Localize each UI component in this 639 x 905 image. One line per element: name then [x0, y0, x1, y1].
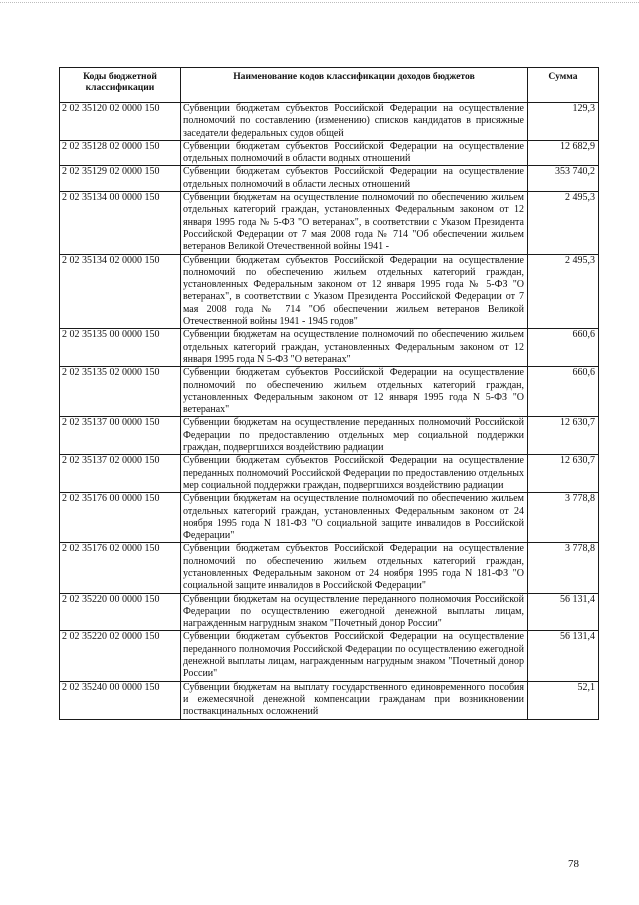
name-cell: Субвенции бюджетам субъектов Российской Федерации на осуществление отдельных полномочий в области водных отношений	[181, 140, 528, 166]
budget-income-table	[59, 67, 599, 720]
code-cell: 2 02 35220 00 0000 150	[60, 593, 181, 631]
table-row	[60, 367, 599, 417]
table-row	[60, 140, 599, 166]
scan-top-edge	[0, 2, 639, 3]
code-cell: 2 02 35128 02 0000 150	[60, 140, 181, 166]
code-cell: 2 02 35129 02 0000 150	[60, 166, 181, 192]
name-cell: Субвенции бюджетам на осуществление полномочий по обеспечению жильем отдельных категорий граждан, установленных Федеральным законом от 24 ноября 1995 года N 181-ФЗ "О социальной защите инвалидов в Российской Федерации"	[181, 493, 528, 543]
table-row	[60, 329, 599, 367]
name-cell: Субвенции бюджетам субъектов Российской Федерации на осуществление полномочий по обеспечению жильем отдельных категорий граждан, установленных Федеральным законом от 12 января 1995 года № 5-ФЗ "О ветеранах", в соответствии с Указом Президента Российской Федерации от 7 мая 2008 года № 714 "Об обеспечении жильем ветеранов Великой Отечественной войны 1941 - 1945 годов"	[181, 254, 528, 329]
code-cell: 2 02 35135 02 0000 150	[60, 367, 181, 417]
table-row	[60, 593, 599, 631]
table-header-row	[60, 68, 599, 103]
name-cell: Субвенции бюджетам субъектов Российской Федерации на осуществление полномочий по обеспечению жильем отдельных категорий граждан, установленных Федеральным законом от 12 января 1995 года N 5-ФЗ "О ветеранах"	[181, 367, 528, 417]
header-names: Наименование кодов классификации доходов бюджетов	[181, 68, 528, 103]
name-cell: Субвенции бюджетам субъектов Российской Федерации на осуществление переданных полномочий Российской Федерации по предоставлению отдельных мер социальной поддержки граждан, подвергшихся воздействию радиации	[181, 455, 528, 493]
name-cell: Субвенции бюджетам на выплату государственного единовременного пособия и ежемесячной денежной компенсации гражданам при возникновении поствакцинальных осложнений	[181, 681, 528, 719]
sum-cell: 2 495,3	[528, 254, 599, 329]
sum-cell: 2 495,3	[528, 192, 599, 254]
page-number: 78	[568, 858, 579, 870]
table-row	[60, 493, 599, 543]
name-cell: Субвенции бюджетам на осуществление переданных полномочий Российской Федерации по предоставлению отдельных мер социальной поддержки граждан, подвергшихся воздействию радиации	[181, 417, 528, 455]
code-cell: 2 02 35134 00 0000 150	[60, 192, 181, 254]
name-cell: Субвенции бюджетам субъектов Российской Федерации на осуществление полномочий по обеспечению жильем отдельных категорий граждан, установленных Федеральным законом от 24 ноября 1995 года N 181-ФЗ "О социальной защите инвалидов в Российской Федерации"	[181, 543, 528, 593]
sum-cell: 56 131,4	[528, 593, 599, 631]
sum-cell: 129,3	[528, 103, 599, 141]
table-row	[60, 254, 599, 329]
name-cell: Субвенции бюджетам субъектов Российской Федерации на осуществление отдельных полномочий в области лесных отношений	[181, 166, 528, 192]
header-codes: Коды бюджетной классификации	[60, 68, 181, 103]
code-cell: 2 02 35134 02 0000 150	[60, 254, 181, 329]
sum-cell: 3 778,8	[528, 493, 599, 543]
sum-cell: 12 630,7	[528, 455, 599, 493]
table-row	[60, 681, 599, 719]
sum-cell: 3 778,8	[528, 543, 599, 593]
name-cell: Субвенции бюджетам субъектов Российской Федерации на осуществление переданного полномочия Российской Федерации по осуществлению ежегодной денежной выплаты лицам, награжденным нагрудным знаком "Почетный донор России"	[181, 631, 528, 681]
table-row	[60, 192, 599, 254]
sum-cell: 660,6	[528, 329, 599, 367]
sum-cell: 12 630,7	[528, 417, 599, 455]
sum-cell: 660,6	[528, 367, 599, 417]
table-row	[60, 543, 599, 593]
code-cell: 2 02 35176 02 0000 150	[60, 543, 181, 593]
name-cell: Субвенции бюджетам субъектов Российской Федерации на осуществление полномочий по составлению (изменению) списков кандидатов в присяжные заседатели федеральных судов общей	[181, 103, 528, 141]
code-cell: 2 02 35135 00 0000 150	[60, 329, 181, 367]
sum-cell: 12 682,9	[528, 140, 599, 166]
table-row	[60, 166, 599, 192]
sum-cell: 56 131,4	[528, 631, 599, 681]
code-cell: 2 02 35220 02 0000 150	[60, 631, 181, 681]
code-cell: 2 02 35240 00 0000 150	[60, 681, 181, 719]
code-cell: 2 02 35120 02 0000 150	[60, 103, 181, 141]
name-cell: Субвенции бюджетам на осуществление переданного полномочия Российской Федерации по осуществлению ежегодной денежной выплаты лицам, награжденным нагрудным знаком "Почетный донор России"	[181, 593, 528, 631]
sum-cell: 52,1	[528, 681, 599, 719]
code-cell: 2 02 35137 00 0000 150	[60, 417, 181, 455]
table-row	[60, 417, 599, 455]
table-row	[60, 455, 599, 493]
sum-cell: 353 740,2	[528, 166, 599, 192]
name-cell: Субвенции бюджетам на осуществление полномочий по обеспечению жильем отдельных категорий граждан, установленных Федеральным законом от 12 января 1995 года № 5-ФЗ "О ветеранах", в соответствии с Указом Президента Российской Федерации от 7 мая 2008 года № 714 "Об обеспечении жильем ветеранов Великой Отечественной войны 1941 -	[181, 192, 528, 254]
header-sum: Сумма	[528, 68, 599, 103]
code-cell: 2 02 35137 02 0000 150	[60, 455, 181, 493]
code-cell: 2 02 35176 00 0000 150	[60, 493, 181, 543]
name-cell: Субвенции бюджетам на осуществление полномочий по обеспечению жильем отдельных категорий граждан, установленных Федеральным законом от 12 января 1995 года N 5-ФЗ "О ветеранах"	[181, 329, 528, 367]
table-row	[60, 103, 599, 141]
table-row	[60, 631, 599, 681]
